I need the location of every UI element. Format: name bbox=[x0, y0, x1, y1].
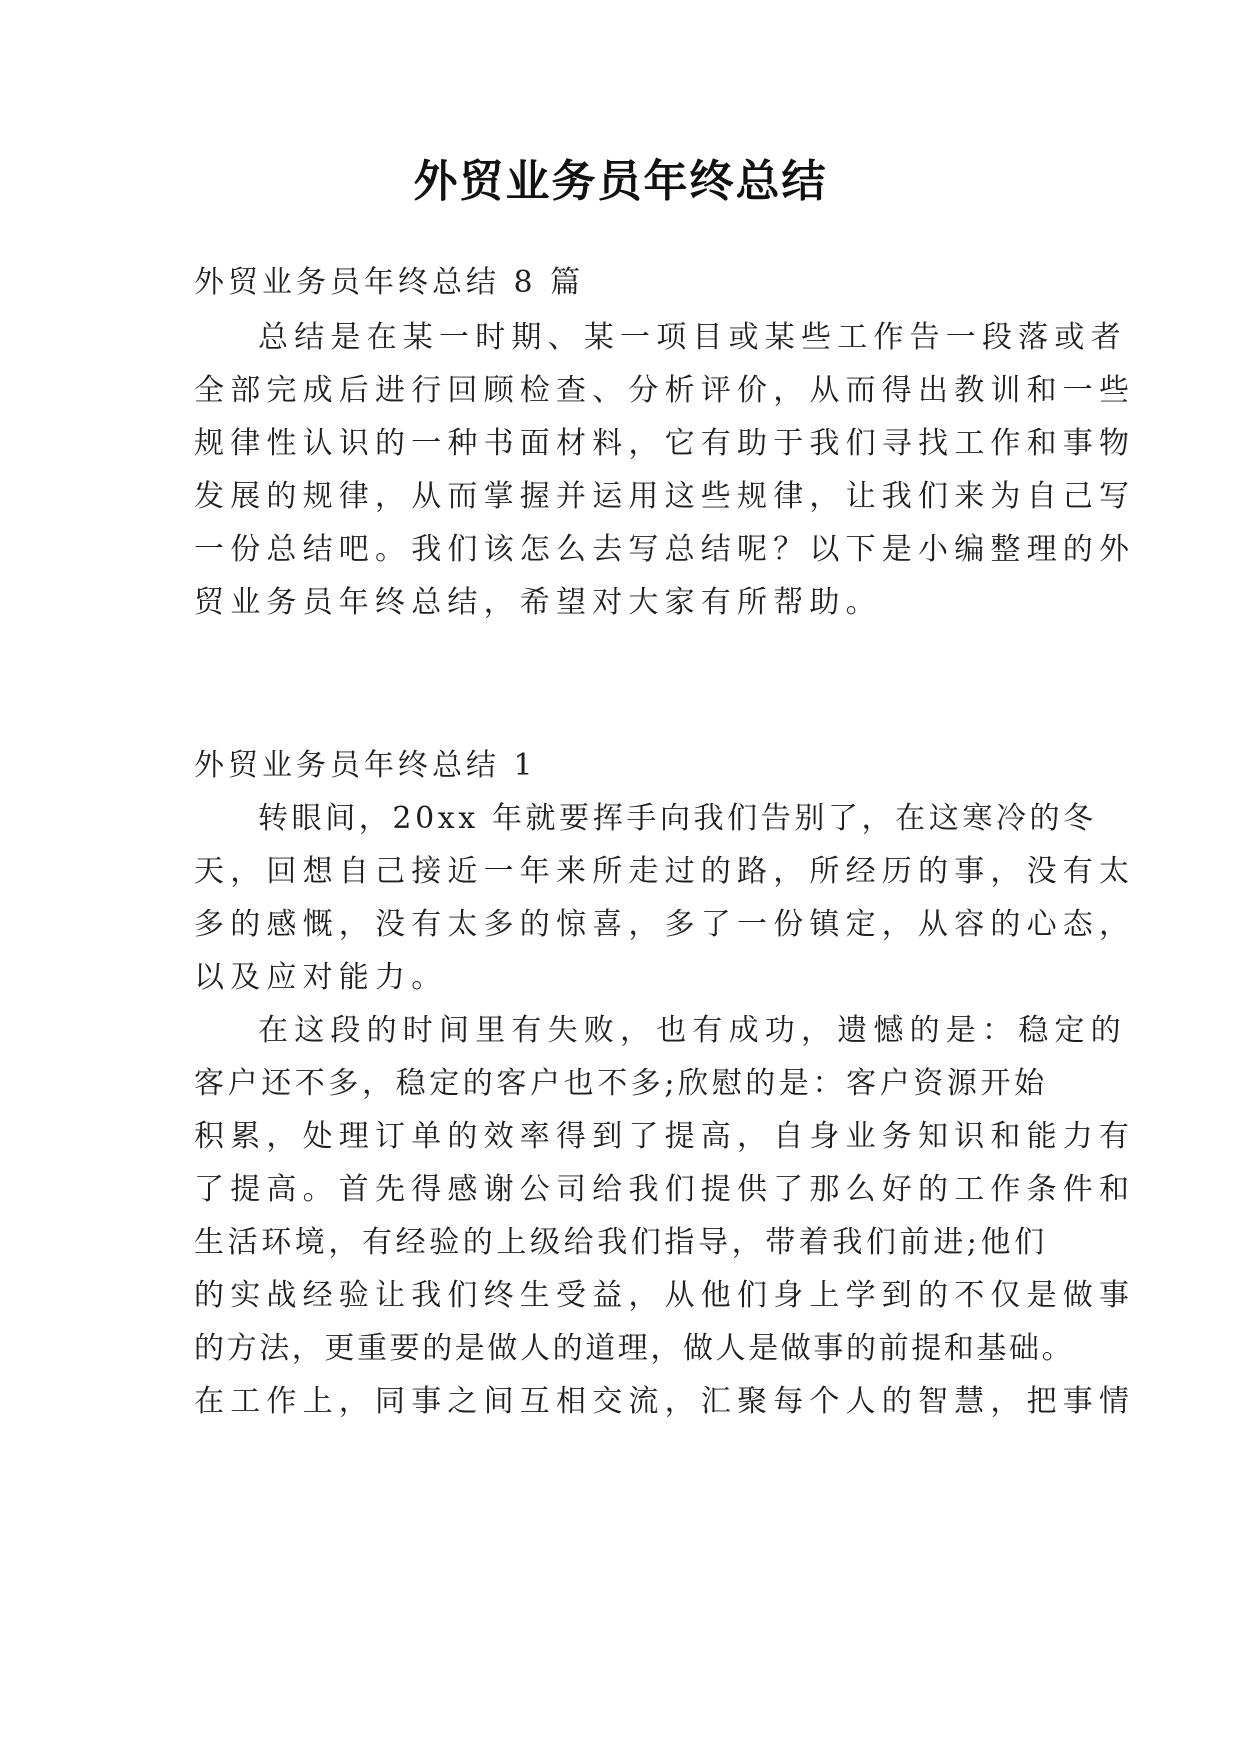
paragraph-line: 积累，处理订单的效率得到了提高，自身业务知识和能力有 bbox=[194, 1119, 1136, 1154]
paragraph-line: 生活环境，有经验的上级给我们指导，带着我们前进;他们 bbox=[194, 1225, 1048, 1260]
intro-line: 一份总结吧。我们该怎么去写总结呢？以下是小编整理的外 bbox=[194, 532, 1136, 567]
intro-line: 规律性认识的一种书面材料，它有助于我们寻找工作和事物 bbox=[194, 426, 1136, 461]
paragraph-line: 以及应对能力。 bbox=[194, 960, 448, 995]
paragraph-line: 客户还不多，稳定的客户也不多;欣慰的是：客户资源开始 bbox=[194, 1066, 1048, 1101]
paragraph-line: 了提高。首先得感谢公司给我们提供了那么好的工作条件和 bbox=[194, 1172, 1136, 1207]
paragraph-line: 的实战经验让我们终生受益，从他们身上学到的不仅是做事 bbox=[194, 1278, 1136, 1313]
section-heading: 外贸业务员年终总结 1 bbox=[194, 748, 537, 783]
intro-line: 全部完成后进行回顾检查、分析评价，从而得出教训和一些 bbox=[194, 373, 1136, 408]
paragraph-line: 多的感慨，没有太多的惊喜，多了一份镇定，从容的心态， bbox=[194, 907, 1136, 942]
intro-line: 贸业务员年终总结，希望对大家有所帮助。 bbox=[194, 585, 882, 620]
paragraph-line: 天，回想自己接近一年来所走过的路，所经历的事，没有太 bbox=[194, 854, 1136, 889]
paragraph-line: 转眼间，20xx 年就要挥手向我们告别了，在这寒冷的冬 bbox=[258, 801, 1097, 836]
document-subtitle: 外贸业务员年终总结 8 篇 bbox=[194, 265, 585, 300]
paragraph-line: 在这段的时间里有失败，也有成功，遗憾的是：稳定的 bbox=[258, 1013, 1127, 1048]
intro-line: 总结是在某一时期、某一项目或某些工作告一段落或者 bbox=[258, 320, 1127, 355]
document-title: 外贸业务员年终总结 bbox=[413, 156, 828, 207]
paragraph-line: 在工作上，同事之间互相交流，汇聚每个人的智慧，把事情 bbox=[194, 1384, 1136, 1419]
paragraph-line: 的方法，更重要的是做人的道理，做人是做事的前提和基础。 bbox=[194, 1331, 1075, 1366]
intro-line: 发展的规律，从而掌握并运用这些规律，让我们来为自己写 bbox=[194, 479, 1136, 514]
